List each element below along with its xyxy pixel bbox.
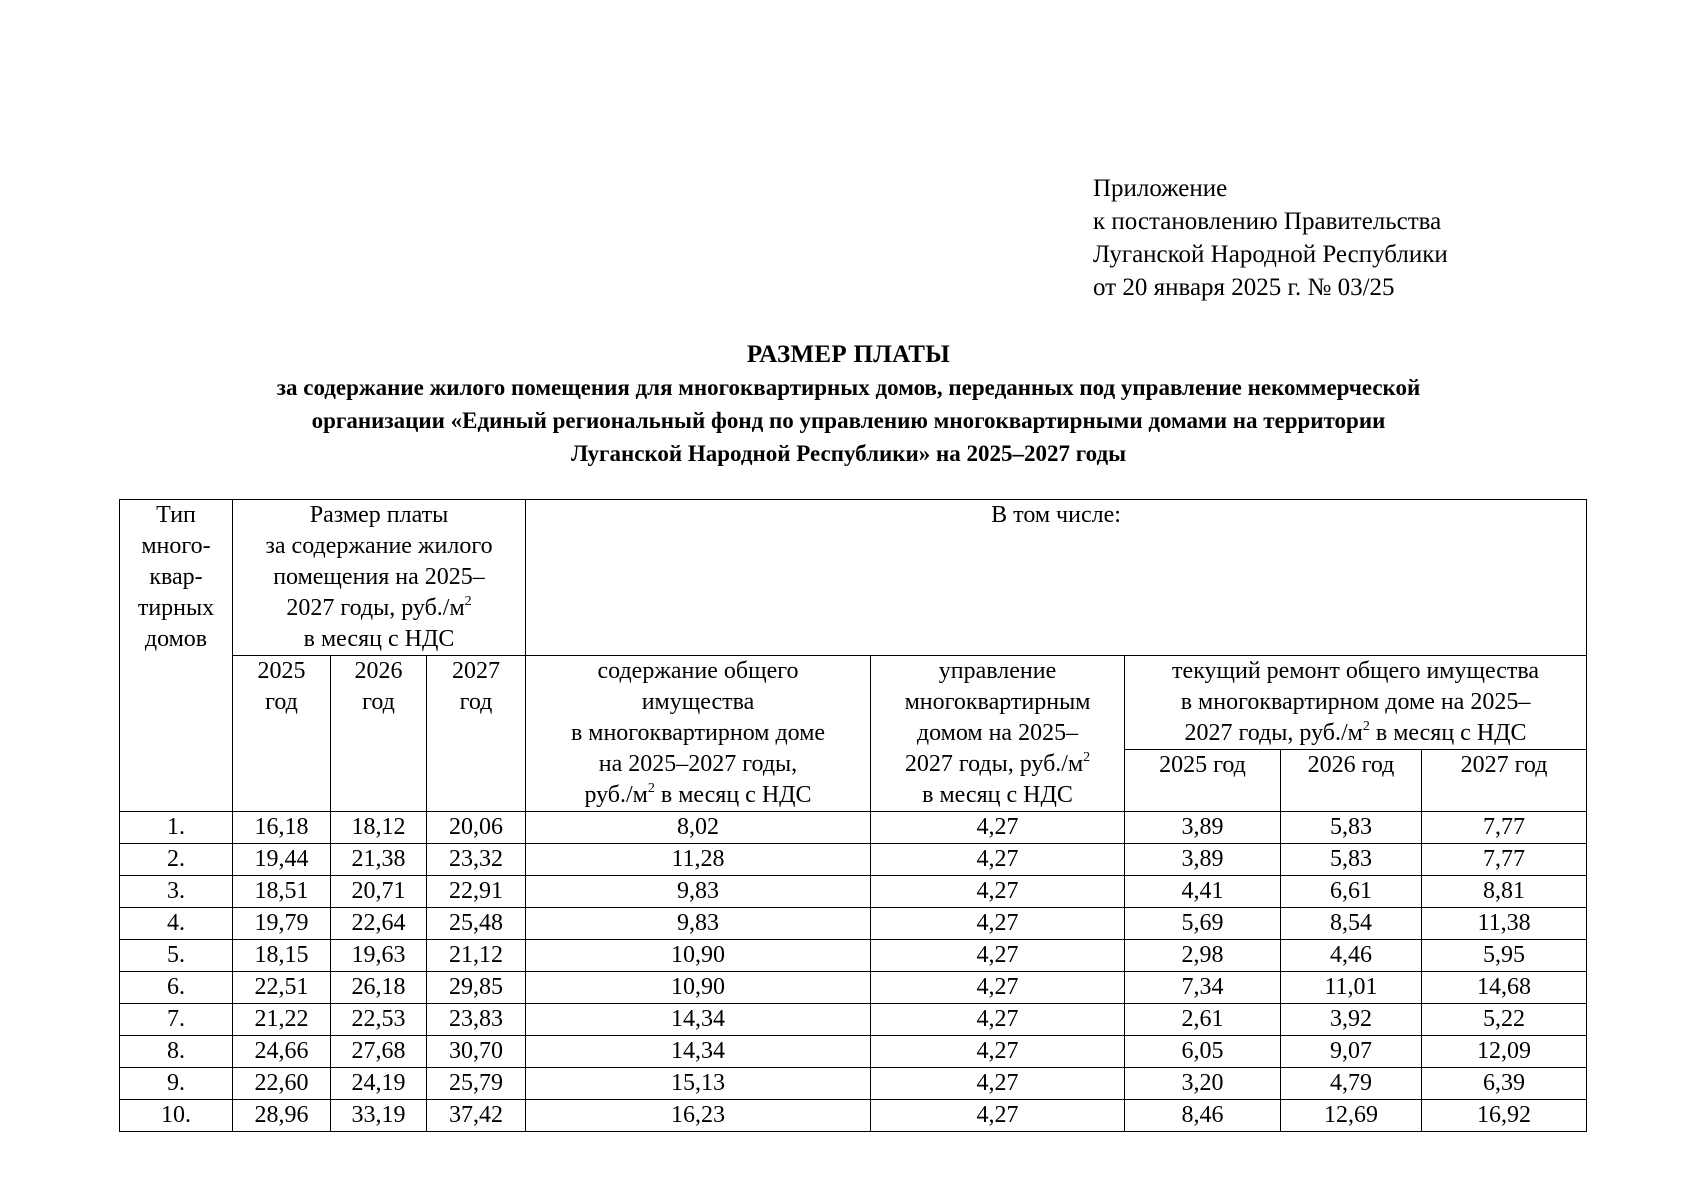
header-line: 2026 [354,658,403,684]
appendix-line: Луганской Народной Республики [1093,241,1448,268]
repair-2026-cell: 12,69 [1281,1100,1422,1132]
header-line: имущества [641,689,755,715]
repair-2026-cell: 5,83 [1281,844,1422,876]
common-property-cell: 9,83 [526,908,871,940]
total-2025-cell: 28,96 [233,1100,331,1132]
appendix-line: от 20 января 2025 г. № 03/25 [1093,274,1395,301]
header-line: Размер платы [309,502,449,528]
subtitle-line: организации «Единый региональный фонд по управлению многоквартирными домами на территории [311,408,1386,433]
repair-2027-cell: 5,95 [1422,940,1587,972]
common-property-cell: 14,34 [526,1004,871,1036]
repair-2025-cell: 7,34 [1125,972,1281,1004]
total-2027-cell: 29,85 [427,972,526,1004]
common-property-cell: 14,34 [526,1036,871,1068]
management-cell: 4,27 [871,972,1125,1004]
repair-2026-cell: 11,01 [1281,972,1422,1004]
repair-year-2027-header: 2027 год [1422,750,1587,812]
header-line [874,749,1121,780]
header-line: много- [141,533,211,559]
total-2027-cell: 30,70 [427,1036,526,1068]
year-2026-header [331,656,427,812]
table-row [120,940,1587,972]
header-line: Тип [156,502,196,528]
header-line: домов [144,626,208,652]
table-row [120,972,1587,1004]
management-cell: 4,27 [871,1068,1125,1100]
rates-table [119,499,1587,1132]
table-row [120,844,1587,876]
total-2027-cell: 20,06 [427,812,526,844]
document-heading [100,338,1597,470]
header-line: 2025 [257,658,306,684]
header-line: в месяц с НДС [922,782,1073,808]
table-row [120,1100,1587,1132]
total-2026-cell: 26,18 [331,972,427,1004]
header-text: в месяц с НДС [1369,720,1527,746]
header-line: год [362,689,395,715]
repair-2027-cell: 16,92 [1422,1100,1587,1132]
management-cell: 4,27 [871,940,1125,972]
management-cell: 4,27 [871,844,1125,876]
total-2027-cell: 23,32 [427,844,526,876]
total-2025-cell: 22,51 [233,972,331,1004]
total-2025-cell: 22,60 [233,1068,331,1100]
management-cell: 4,27 [871,812,1125,844]
total-2026-cell: 24,19 [331,1068,427,1100]
table-body [120,812,1587,1132]
header-line: год [265,689,298,715]
total-2026-cell: 22,64 [331,908,427,940]
header-line: квар- [149,564,203,590]
type-cell: 9. [120,1068,233,1100]
total-2027-cell: 23,83 [427,1004,526,1036]
header-line: многоквартирным [904,689,1091,715]
repair-2026-cell: 5,83 [1281,812,1422,844]
repair-2025-cell: 2,61 [1125,1004,1281,1036]
total-2026-cell: 20,71 [331,876,427,908]
header-line: управление [938,658,1057,684]
subtitle-line: Луганской Народной Республики» на 2025–2027 годы [570,441,1127,466]
table-row [120,1068,1587,1100]
repair-2027-cell: 11,38 [1422,908,1587,940]
year-2027-header [427,656,526,812]
management-cell: 4,27 [871,1100,1125,1132]
total-2027-cell: 25,48 [427,908,526,940]
total-2025-cell: 21,22 [233,1004,331,1036]
header-line: на 2025–2027 годы, [598,751,798,777]
type-cell: 6. [120,972,233,1004]
management-cell: 4,27 [871,876,1125,908]
document-subtitle [100,371,1597,470]
header-line [236,593,522,624]
superscript: 2 [1362,719,1370,734]
header-line [529,780,867,811]
repair-year-2026-header: 2026 год [1281,750,1422,812]
common-property-header [526,656,871,812]
repair-header [1125,656,1587,750]
total-2025-cell: 19,79 [233,908,331,940]
type-cell: 10. [120,1100,233,1132]
total-2027-cell: 25,79 [427,1068,526,1100]
total-2025-cell: 24,66 [233,1036,331,1068]
including-header: В том числе: [526,500,1587,656]
repair-2027-cell: 8,81 [1422,876,1587,908]
type-cell: 1. [120,812,233,844]
common-property-cell: 11,28 [526,844,871,876]
header-line: помещения на 2025– [273,564,485,590]
type-cell: 5. [120,940,233,972]
header-line [1128,718,1583,749]
total-2027-cell: 37,42 [427,1100,526,1132]
repair-2025-cell: 2,98 [1125,940,1281,972]
total-2025-cell: 19,44 [233,844,331,876]
header-line: за содержание жилого [265,533,493,559]
common-property-cell: 10,90 [526,972,871,1004]
type-cell: 3. [120,876,233,908]
total-2026-cell: 21,38 [331,844,427,876]
type-cell: 4. [120,908,233,940]
common-property-cell: 10,90 [526,940,871,972]
header-line: в месяц с НДС [303,626,455,652]
repair-2027-cell: 12,09 [1422,1036,1587,1068]
repair-2027-cell: 7,77 [1422,812,1587,844]
repair-2025-cell: 8,46 [1125,1100,1281,1132]
total-2026-cell: 33,19 [331,1100,427,1132]
total-2026-cell: 27,68 [331,1036,427,1068]
repair-2025-cell: 3,20 [1125,1068,1281,1100]
type-cell: 7. [120,1004,233,1036]
type-cell: 8. [120,1036,233,1068]
year-2025-header [233,656,331,812]
repair-2027-cell: 6,39 [1422,1068,1587,1100]
table-row [120,908,1587,940]
total-2026-cell: 18,12 [331,812,427,844]
header-text: 2027 годы, руб./м [286,595,465,621]
subtitle-line: за содержание жилого помещения для многоквартирных домов, переданных под управление некоммерческой [276,375,1421,400]
total-2027-cell: 22,91 [427,876,526,908]
repair-2027-cell: 7,77 [1422,844,1587,876]
header-line: содержание общего [597,658,799,684]
header-line: домом на 2025– [916,720,1079,746]
common-property-cell: 16,23 [526,1100,871,1132]
common-property-cell: 15,13 [526,1068,871,1100]
superscript: 2 [1083,750,1091,765]
header-line: в многоквартирном доме [570,720,826,746]
total-fee-header [233,500,526,656]
repair-2026-cell: 9,07 [1281,1036,1422,1068]
appendix-line: к постановлению Правительства [1093,208,1442,235]
repair-2026-cell: 4,79 [1281,1068,1422,1100]
header-line: 2027 [452,658,500,684]
repair-2025-cell: 5,69 [1125,908,1281,940]
table-row [120,1004,1587,1036]
repair-2025-cell: 6,05 [1125,1036,1281,1068]
management-cell: 4,27 [871,1004,1125,1036]
type-cell: 2. [120,844,233,876]
superscript: 2 [647,781,655,796]
repair-2026-cell: 4,46 [1281,940,1422,972]
header-text: 2027 годы, руб./м [1184,720,1363,746]
total-2026-cell: 19,63 [331,940,427,972]
appendix-line: Приложение [1093,175,1228,202]
repair-2026-cell: 6,61 [1281,876,1422,908]
appendix-block [1093,172,1448,304]
management-header [871,656,1125,812]
repair-2025-cell: 4,41 [1125,876,1281,908]
header-text: в месяц с НДС [654,782,812,808]
total-2025-cell: 16,18 [233,812,331,844]
repair-year-2025-header: 2025 год [1125,750,1281,812]
repair-2027-cell: 14,68 [1422,972,1587,1004]
table-row [120,812,1587,844]
repair-2025-cell: 3,89 [1125,812,1281,844]
repair-2027-cell: 5,22 [1422,1004,1587,1036]
common-property-cell: 8,02 [526,812,871,844]
header-line: год [459,689,493,715]
header-line: тирных [137,595,215,621]
header-text: 2027 годы, руб./м [904,751,1084,777]
type-header [120,500,233,812]
common-property-cell: 9,83 [526,876,871,908]
repair-2025-cell: 3,89 [1125,844,1281,876]
header-text: руб./м [584,782,648,808]
header-line: текущий ремонт общего имущества [1172,658,1540,684]
total-2025-cell: 18,15 [233,940,331,972]
management-cell: 4,27 [871,1036,1125,1068]
header-line: в многоквартирном доме на 2025– [1180,689,1531,715]
superscript: 2 [464,594,472,609]
total-2027-cell: 21,12 [427,940,526,972]
repair-2026-cell: 3,92 [1281,1004,1422,1036]
document-title: РАЗМЕР ПЛАТЫ [746,341,951,368]
repair-2026-cell: 8,54 [1281,908,1422,940]
total-2026-cell: 22,53 [331,1004,427,1036]
management-cell: 4,27 [871,908,1125,940]
table-row [120,876,1587,908]
total-2025-cell: 18,51 [233,876,331,908]
table-row [120,1036,1587,1068]
